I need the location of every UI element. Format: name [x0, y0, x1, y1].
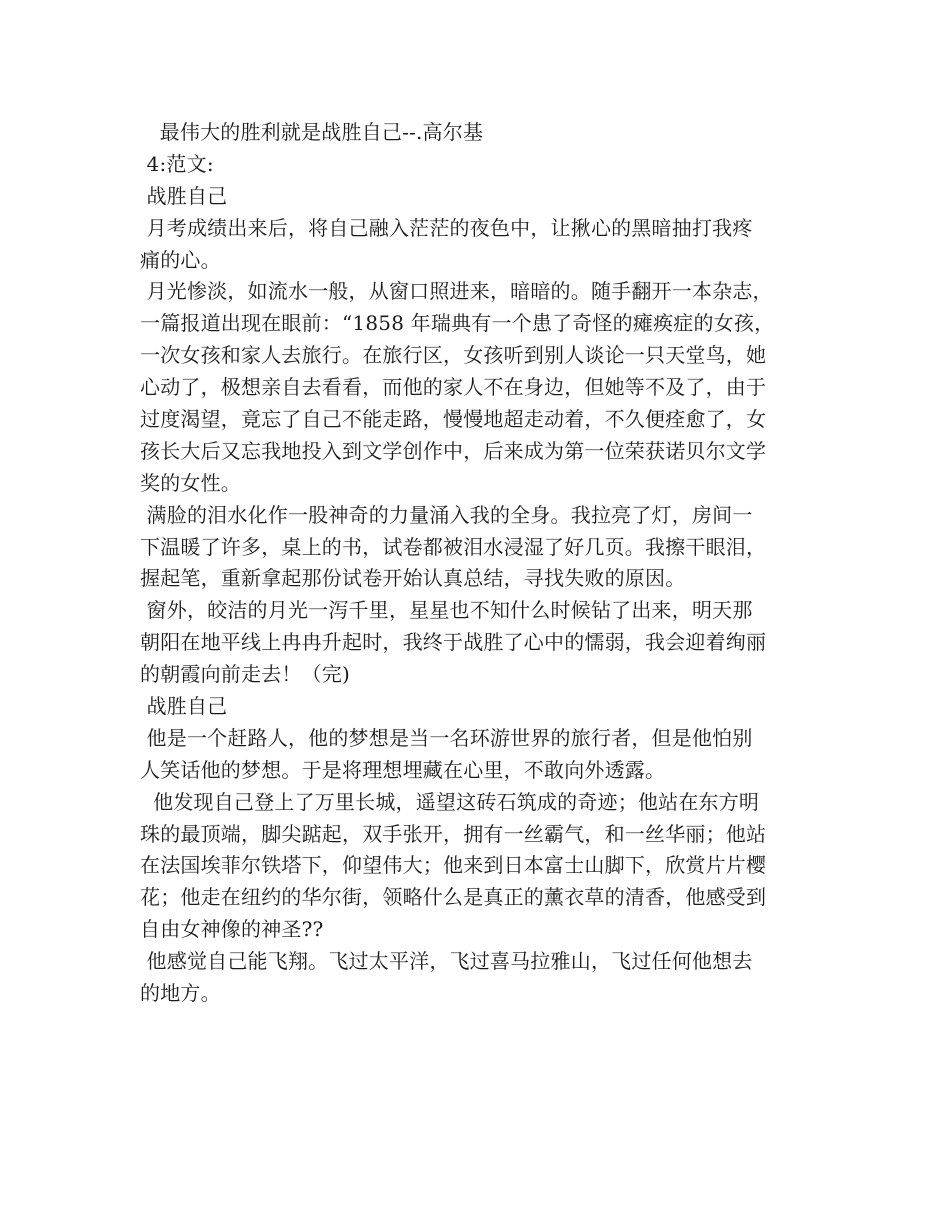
text-line: 自由女神像的神圣??: [140, 917, 324, 942]
text-line: 满脸的泪水化作一股神奇的力量涌入我的全身。我拉亮了灯，房间一: [140, 502, 753, 527]
text-line: 月光惨淡，如流水一般，从窗口照进来，暗暗的。随手翻开一本杂志，: [140, 279, 773, 304]
text-line: 一次女孩和家人去旅行。在旅行区，女孩听到别人谈论一只天堂鸟，她: [140, 343, 767, 368]
text-line: 心动了，极想亲自去看看，而他的家人不在身边，但她等不及了，由于: [140, 375, 767, 400]
text-line: 最伟大的胜利就是战胜自己--.高尔基: [140, 120, 484, 144]
text-line: 孩长大后又忘我地投入到文学创作中，后来成为第一位荣获诺贝尔文学: [140, 438, 767, 463]
text-line: 朝阳在地平线上冉冉升起时，我终于战胜了心中的懦弱，我会迎着绚丽: [140, 630, 767, 655]
text-line: 奖的女性。: [140, 470, 241, 495]
text-line: 他发现自己登上了万里长城，遥望这砖石筑成的奇迹；他站在东方明: [140, 789, 760, 814]
section-heading: 战胜自己: [140, 694, 228, 719]
text-line: 痛的心。: [140, 247, 221, 272]
text-line: 窗外，皎洁的月光一泻千里，星星也不知什么时候钻了出来，明天那: [140, 598, 753, 623]
document-body: [140, 117, 820, 1010]
text-line: 他是一个赶路人，他的梦想是当一名环游世界的旅行者，但是他怕别: [140, 725, 753, 750]
text-line: 4:范文:: [140, 151, 214, 176]
section-heading: 战胜自己: [140, 183, 228, 208]
text-line: 的朝霞向前走去！（完): [140, 662, 351, 687]
text-line: 一篇报道出现在眼前：“1858 年瑞典有一个患了奇怪的瘫痪症的女孩，: [140, 311, 775, 336]
text-line: 他感觉自己能飞翔。飞过太平洋，飞过喜马拉雅山，飞过任何他想去: [140, 949, 753, 974]
text-line: 人笑话他的梦想。于是将理想埋藏在心里，不敢向外透露。: [140, 757, 666, 782]
text-line: 在法国埃菲尔铁塔下，仰望伟大；他来到日本富士山脚下，欣赏片片樱: [140, 853, 767, 878]
text-line: 珠的最顶端，脚尖踮起，双手张开，拥有一丝霸气，和一丝华丽；他站: [140, 821, 767, 846]
text-line: 过度渴望，竟忘了自己不能走路，慢慢地超走动着，不久便痊愈了，女: [140, 407, 767, 432]
text-line: 花；他走在纽约的华尔街，领略什么是真正的薰衣草的清香，他感受到: [140, 885, 767, 910]
text-line: 握起笔，重新拿起那份试卷开始认真总结，寻找失败的原因。: [140, 566, 686, 591]
text-line: 下温暖了许多，桌上的书，试卷都被泪水浸湿了好几页。我擦干眼泪，: [140, 534, 767, 559]
text-line: 月考成绩出来后，将自己融入茫茫的夜色中，让揪心的黑暗抽打我疼: [140, 215, 753, 240]
text-line: 的地方。: [140, 981, 221, 1006]
